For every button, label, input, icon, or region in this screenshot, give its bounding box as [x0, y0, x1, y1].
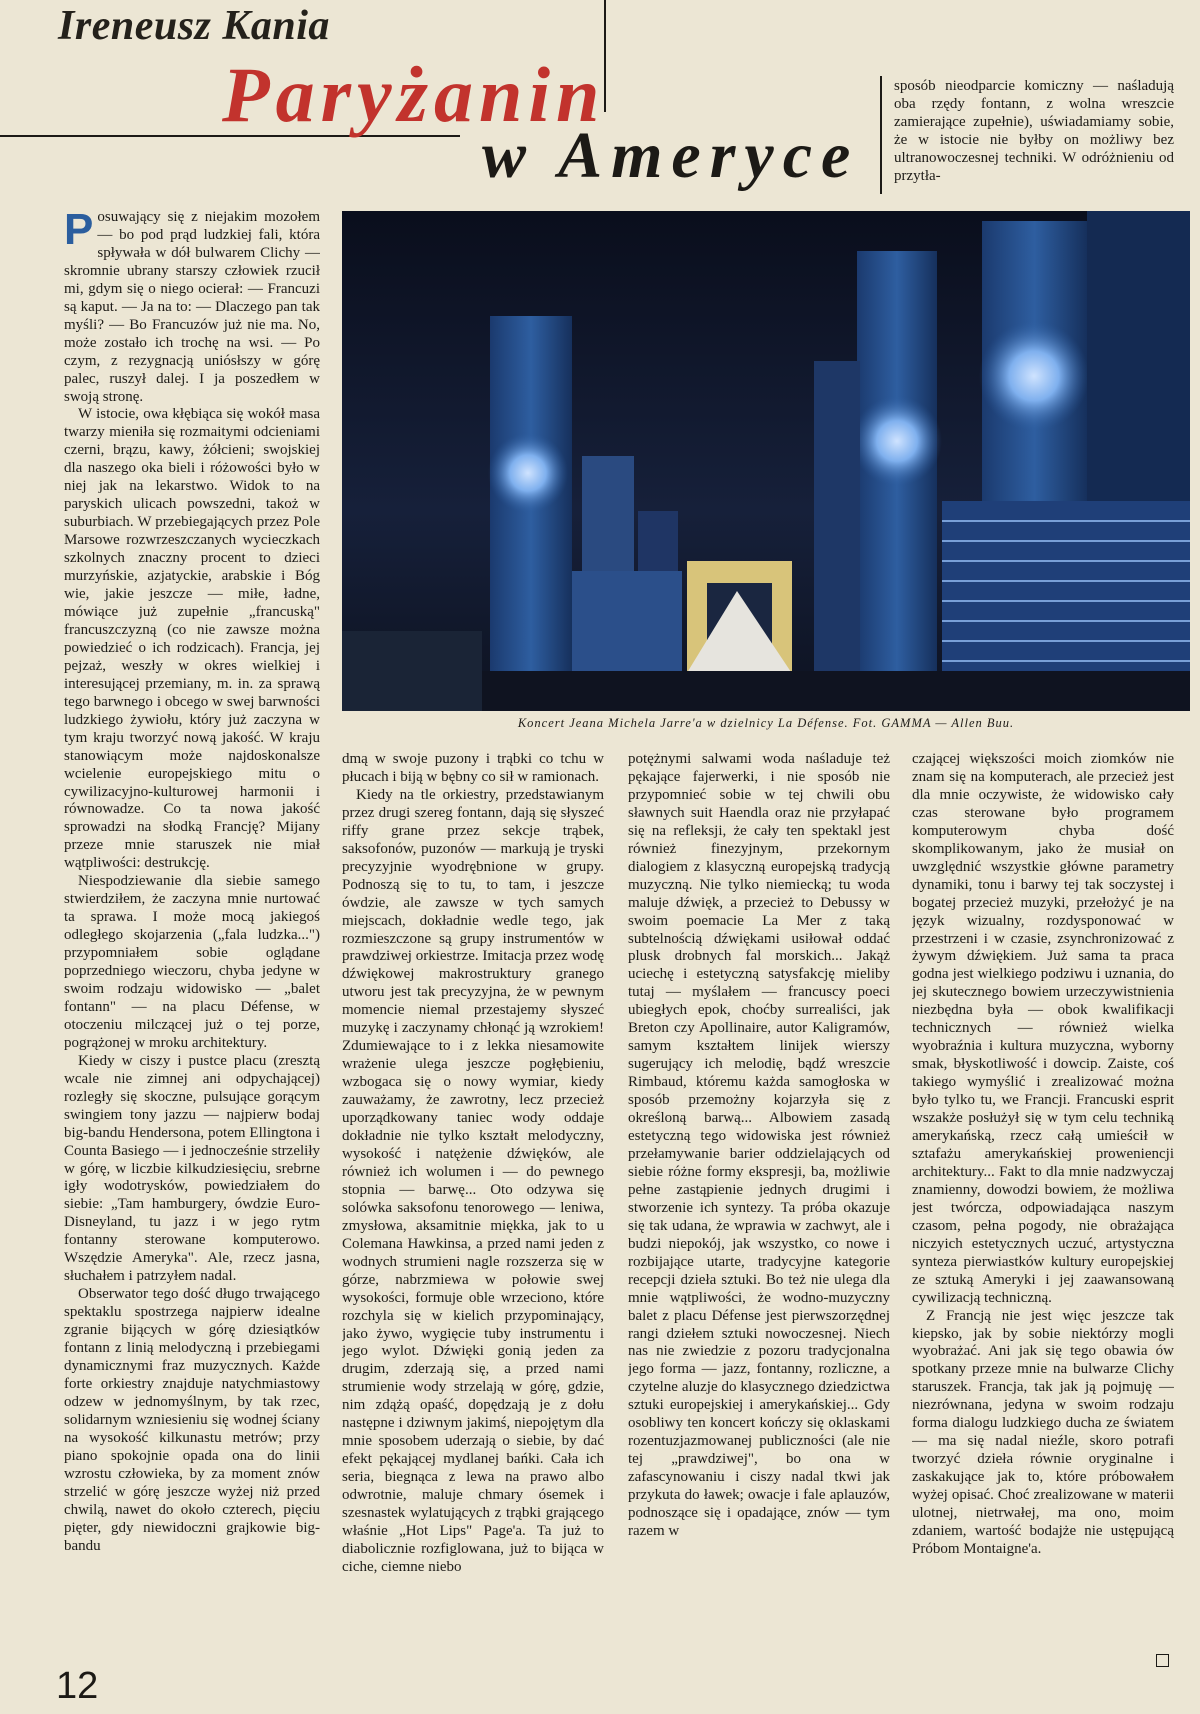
paragraph: Z Francją nie jest więc jeszcze tak kiepsko, jak by sobie niektórzy mogli wyobrażać. Ani jak się tego obawia ów spotkany przeze mnie na bulwarze Clichy staruszek. Francja, tak jak ją pojmuję — niezrównana, jedyna w swoim rodzaju forma dialogu ludzkiego ducha ze światem — ma się nadal nieźle, skoro potrafi tworzyć dzieła równie oryginalne i zaskakujące jak to, które próbowałem wyżej opisać. Choć zrealizowane w materii ulotnej, nietrwałej, ma ono, moim zdaniem, wartość bodajże nie ustępującą Próbom Montaigne'a. — [912, 1307, 1174, 1557]
la-defense-night-photo — [342, 211, 1190, 711]
concert-photo — [342, 211, 1190, 711]
paragraph: Kiedy na tle orkiestry, przedstawianym przez drugi szereg fontann, dają się słyszeć riffy grane przez sekcje trąbek, saksofonów, puzonów — markują je tryski precyzyjnie wyodrębnione w grupy. Podnoszą się to tu, to tam, i jeszcze ówdzie, ale zawsze w tych samych miejscach, dokładnie wedle tego, jak rozmieszczone są grupy instrumentów w prawdziwej orkiestrze. Imitacja przez wodę dźwiękowej makrostruktury granego utworu jest tak precyzyjna, że w pewnym momencie niemal przestajemy słyszeć muzykę i zaczynamy chłonąć ją wzrokiem! Zdumiewające to i z lekka niesamowite wrażenie ulega jeszcze pogłębieniu, wzbogaca się o nowy wymiar, kiedy zauważamy, że zawrotny, lecz przecież uporządkowany taniec wody oddaje dokładnie nie tylko kształt melodyczny, wysokość i natężenie dźwięków, ale również ich wolumen i — do pewnego stopnia — barwę... Oto odzywa się solówka saksofonu tenorowego — leniwa, zmysłowa, aksamitnie miękka, jak to u Colemana Hawkinsa, a przed nami jeden z wodnych strumieni nagle rozszerza się w górze, nabrzmiewa w połowie swej wysokości, formuje oble wrzeciono, które rozchyla się w kielich przypominający, jako żywo, wygięcie tuby instrumentu i jego wylot. Dźwięki gonią jeden za drugim, zderzają się, a przed nami strumienie wody strzelają w górę, gdzie, nim zdążą opaść, dopędzają je z dołu następne i dziwnym jakimś, niepojętym dla mnie sposobem uderzają o siebie, by dać efekt pękającej mydlanej bańki. Cała ich seria, biegnąca z lewa na prawo albo odwrotnie, maluje chmary ósemek i szesnastek wylatujących z trąbki grającego właśnie „Hot Lips" Page'a. Ta już to diabolicznie rozfiglowana, już to bijąca w ciche, ciemne niebo — [342, 786, 604, 1575]
column-divider-top — [880, 76, 882, 194]
title-line-2: w Ameryce — [482, 119, 860, 192]
paragraph: Niespodziewanie dla siebie samego stwierdziłem, że zaczyna mnie nurtować ta sprawa. I może mocą jakiegoś odległego skojarzenia („fala ludzka...") przypomniałem sobie oglądane poprzedniego wieczoru, chyba jedyne w swoim rodzaju widowisko — „balet fontann" — na placu Défense, w otoczeniu milczącej już o tej porze, pogrążonej w mroku architektury. — [64, 873, 320, 1051]
paragraph: czającej większości moich ziomków nie znam się na komputerach, ale przecież jest dla mnie oczywiste, że widowisko cały czas sterowane było programem komputerowym chyba dość skomplikowanym, jako że musiał on uwzględnić wszystkie główne parametry dynamiki, tonu i barwy tej tak soczystej i bogatej przecież muzyki, przełożyć je na język wizualny, rozdysponować w przestrzeni i w czasie, zsynchronizować z żywym dźwiękiem. Już sama ta praca godna jest wielkiego podziwu i uznania, do jej skutecznego bowiem urzeczywistnienia niezbędna była — obok kwalifikacji technicznych — również wielka wyobraźnia i kultura muzyczna, wyborny smak, błyskotliwość i dowcip. Zaiste, coś takiego wymyślić i zrealizować można było tylko tu, we Francji. Francuski esprit wszakże posłużył się w tym celu techniką amerykańską, rzecz całą umieścił w sztafażu amerykańskiej proweniencji architektury... Fakt to dla mnie nadzwyczaj znamienny, dowodzi bowiem, że możliwa jest twórcza, odpowiadająca naszym czasom, pełna pogody, nie obrażająca niczyich estetycznych uczuć, artystyczna synteza pierwiastków kultury europejskiej ze sztuką Ameryki i jej zaawansowaną cywilizacją techniczną. — [912, 751, 1174, 1306]
article-column-1 — [64, 209, 320, 1671]
drop-cap: P — [64, 209, 94, 254]
paragraph — [64, 209, 320, 406]
article-column-3 — [628, 751, 890, 1671]
end-of-article-mark — [1156, 1654, 1169, 1667]
photo-caption: Koncert Jeana Michela Jarre'a w dzielnicy La Défense. Fot. GAMMA — Allen Buu. — [517, 716, 1015, 730]
paragraph: sposób nieodparcie komiczny — naśladują oba rzędy fontann, z wolna wreszcie zamierające zupełnie), uświadamiamy sobie, że w istocie nie byłby on możliwy bez ultranowoczesnej techniki. W odróżnieniu od przytła- — [894, 78, 1174, 184]
article-column-4-top — [894, 78, 1174, 196]
author-name: Ireneusz Kania — [58, 3, 330, 49]
paragraph: Kiedy w ciszy i pustce placu (zresztą wcale nie zimnej ani odpychającej) rozległy się skoczne, pulsujące gorącym swingiem tony jazzu — najpierw bodaj big-bandu Hendersona, potem Ellingtona i Counta Basiego — i jednocześnie strzeliły w górę, w liczbie kilkudziesięciu, srebrne igły wodotrysków, powiedziałem do siebie: „Tam hamburgery, ówdzie Euro-Disneyland, tu jazz i w jego rytm fontanny sterowane komputerowo. Wszędzie Ameryka". Ale, rzecz jasna, słuchałem i patrzyłem nadal. — [64, 1052, 320, 1285]
paragraph: dmą w swoje puzony i trąbki co tchu w płucach i biją w bębny co sił w ramionach. — [342, 751, 604, 785]
paragraph: potężnymi salwami woda naśladuje też pękające fajerwerki, i nie sposób nie przypomnieć sobie w tej chwili obu sławnych suit Haendla oraz nie przyłapać się na refleksji, że cały ten spektakl jest również finezyjnym, przekornym dialogiem z klasyczną europejską tradycją muzyczną. Nie tylko niemiecką; tu woda maluje dźwięk, a przecież to Debussy w swoim poemacie La Mer z taką subtelnością dźwiękami usiłował oddać plusk drobnych fal morskich... Jakąż uciechę i estetyczną satysfakcję mieliby tutaj — myślałem — francuscy poeci ubiegłych epok, choćby surrealiści, jak Breton czy Apollinaire, autor Kaligramów, samym kształtem linijek wierszy sugerujący ich melodię, bądź wreszcie Rimbaud, któremu każda samogłoska w sposób przemożny kojarzyła się z określoną barwą... Albowiem zasadą estetyczną tego widowiska jest również przełamywanie barier oddzielających od siebie różne formy ekspresji, ba, możliwie pełne zastąpienie jednych drugimi i stworzenie ich syntezy. Ta próba okazuje się tak udana, że wprawia w zachwyt, ale i budzi niepokój, jak wszystko, co nowe i rozbijające utarte, tradycyjne kategorie recepcji dzieła sztuki. Bo też nie ulega dla mnie wątpliwości, że wodno-muzyczny balet z placu Défense jest pierwszorzędnej rangi dziełem sztuki nowoczesnej. Niech nas nie zwiedzie z pozoru tradycjonalna jego forma — jazz, fontanny, rozliczne, a czytelne aluzje do klasycznego dziedzictwa sztuki europejskiej i amerykańskiej... Gdy osobliwy ten koncert kończy się oklaskami rozentuzjazmowanej publiczności (ale nie tej „prawdziwej", bo ona w zafascynowaniu i ciszy nadal tkwi jak przykuta do ławek; owacje i fale aplauzów, podnoszące się i opadające, znów — tym razem w — [628, 751, 890, 1539]
title-line-1: Paryżanin — [222, 51, 606, 138]
paragraph-text: osuwający się z niejakim mozołem — bo pod prąd ludzkiej fali, która spływała w dół bulwarem Clichy — skromnie ubrany starszy człowiek rzucił mi, gdym się o niego ocierał: — Francuzi są kaput. — Ja na to: — Dlaczego pan tak myśli? — Bo Francuzów już nie ma. No, może zostało ich trochę na wsi. — Po czym, z rezygnacją uniósłszy w górę palec, ruszył dalej. I ja poszedłem w swoją stronę. — [64, 209, 320, 405]
paragraph: Obserwator tego dość długo trwającego spektaklu spostrzega najpierw idealne zgranie bijących w górę dziesiątków fontann z linią melodyczną i przebiegami dynamicznymi fraz muzycznych. Każde forte orkiestry znajduje natychmiastowy odzew w jednomyślnym, by tak rzec, solidarnym wzniesieniu się wodnej ściany na wysokość kilkunastu metrów; przy piano spokojnie opada ona do linii wzrostu człowieka, by za moment znów strzelić w górę jeszcze wyżej niż przed chwilą, nawet do około czterech, pięciu pięter, gdy niewidoczni grajkowie big-bandu — [64, 1286, 320, 1554]
article-column-2 — [342, 751, 604, 1671]
article-column-4 — [912, 751, 1174, 1649]
paragraph: W istocie, owa kłębiąca się wokół masa twarzy mieniła się rozmaitymi odcieniami czerni, brązu, kawy, żółcieni; swojskiej dla naszego oka bieli i różowości było w niej jak na lekarstwo. Widok to na paryskich ulicach powszedni, takoż w suburbiach. W przebiegających przez Pole Marsowe rozwrzeszczanych wycieczkach szkolnych znaczny procent to dzieci murzyńskie, azjatyckie, arabskie i Bóg wie, jakie jeszcze — miłe, ładne, mówiące już zupełnie „francuską" francuszczyzną (co nie zawsze można powiedzieć o ich rodzicach). Francja, jej pejzaż, weszły w okres wielkiej i interesującej przemiany, m. in. za sprawą tego barwnego i obcego w swej barwności ludzkiego żywiołu, który już zaczyna w tym kraju tworzyć nową jakość. W kraju stanowiącym może najdoskonalsze wcielenie europejskiego mitu o cywilizacyjno-kulturowej harmonii i równowadze. Co ta nowa jakość sprowadzi na słodką Francję? Mijany przeze mnie staruszek nie miał wątpliwości: destrukcję. — [64, 406, 320, 872]
page-number: 12 — [56, 1665, 99, 1707]
